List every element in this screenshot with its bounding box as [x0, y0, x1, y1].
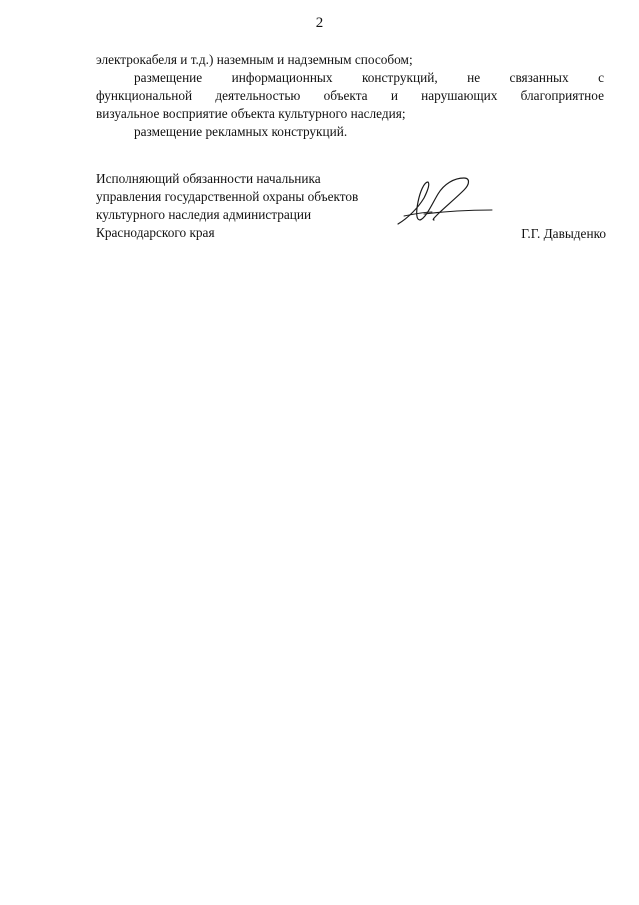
page-number: 2	[315, 15, 324, 31]
body-line: визуальное восприятие объекта культурного наследия;	[96, 106, 406, 121]
position-line: Краснодарского края	[96, 225, 215, 240]
body-line: функциональной деятельностью объекта и нарушающих благоприятное	[96, 88, 604, 103]
body-line: размещение рекламных конструкций.	[134, 124, 348, 139]
signer-name: Г.Г. Давыденко	[521, 226, 606, 241]
position-line: управления государственной охраны объектов	[96, 189, 359, 204]
position-line: Исполняющий обязанности начальника	[96, 171, 321, 186]
body-line: электрокабеля и т.д.) наземным и надземным способом;	[96, 52, 413, 67]
position-line: культурного наследия администрации	[96, 207, 312, 222]
body-line: размещение информационных конструкций, не связанных с	[134, 70, 604, 85]
handwritten-signature	[394, 174, 494, 230]
document-body	[96, 51, 604, 141]
